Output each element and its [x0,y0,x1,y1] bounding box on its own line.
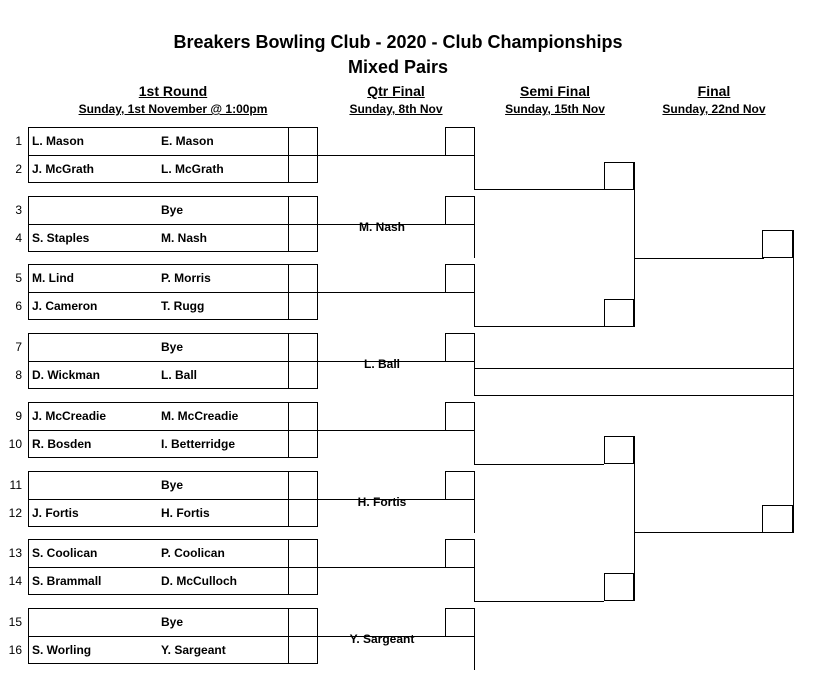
connector-to-semi-final [474,326,604,327]
entry-player-2: L. McGrath [161,162,224,176]
entry-player-1: D. Wickman [32,368,100,383]
entry-divider-rule [28,636,318,637]
entry-player-1: J. Fortis [32,505,79,520]
entry-player-1: S. Staples [32,230,90,245]
score-box-left-rule [288,264,289,320]
quarter-final-score-box [445,539,475,568]
entry-number: 1 [15,134,22,148]
entry-bottom-rule [28,457,318,458]
entry-player-2: L. Ball [161,368,198,383]
entry-left-rule [28,608,29,664]
entry-number: 9 [15,408,22,423]
round-header-final [652,83,776,116]
entry-top-rule [28,471,318,472]
score-box-left-rule [288,333,289,389]
quarter-final-winner: H. Fortis [357,494,407,509]
round-date: Sunday, 1st November @ 1:00pm [78,102,268,116]
round-header-qtr-final [336,83,456,116]
final-right-vertical [793,230,794,533]
round-date: Sunday, 8th Nov [349,102,443,116]
round-header-1st-round [68,83,278,116]
connector-to-quarter-final [318,292,446,293]
entry-top-rule [28,127,318,128]
quarter-final-score-box [445,471,475,500]
semi-final-bracket-vertical [474,539,475,601]
champion-line-left [474,368,475,396]
entry-bottom-rule [28,388,318,389]
entry-player-2: Bye [161,477,184,492]
entry-number: 4 [15,230,22,245]
entry-player-2: H. Fortis [161,505,210,520]
entry-divider-rule [28,292,318,293]
entry-player-2: P. Coolican [161,546,225,561]
connector-to-semi-final [474,464,604,465]
semi-final-bracket-vertical [474,264,475,326]
entry-left-rule [28,402,29,458]
entry-divider-rule [28,224,318,225]
quarter-final-score-box [445,196,475,225]
entry-left-rule [28,264,29,320]
entry-number: 10 [8,436,22,451]
entry-divider-rule [28,567,318,568]
round-date: Sunday, 15th Nov [505,102,605,116]
semi-final-score-box [604,299,634,327]
entry-divider-rule [28,499,318,500]
entry-top-rule [28,539,318,540]
connector-to-semi-final [474,189,604,190]
connector-to-quarter-final [318,155,446,156]
quarter-final-score-box [445,402,475,431]
entry-top-rule [28,333,318,334]
entry-number: 11 [9,477,22,492]
entry-bottom-rule [28,594,318,595]
round-name: 1st Round [138,83,208,99]
entry-player-2: Y. Sargeant [161,642,226,657]
connector-to-final [634,532,764,533]
semi-final-score-box [604,162,634,190]
entry-divider-rule [28,430,318,431]
score-box-left-rule [288,402,289,458]
quarter-final-score-box [445,333,475,362]
entry-player-2: T. Rugg [161,299,205,314]
round-header-semi-final [494,83,616,116]
semi-final-bracket-vertical [474,127,475,189]
entry-number: 14 [8,574,22,589]
connector-to-final [634,258,764,259]
entry-player-1: M. Lind [32,271,74,286]
semi-final-bracket-vertical [474,608,475,670]
page-title: Breakers Bowling Club - 2020 - Club Championships [173,32,623,52]
entry-top-rule [28,402,318,403]
entry-number: 3 [15,202,22,217]
semi-final-bracket-vertical [474,471,475,533]
entry-player-1: S. Brammall [32,574,102,589]
entry-left-rule [28,471,29,527]
entry-left-rule [28,333,29,389]
entry-top-rule [28,608,318,609]
entry-bottom-rule [28,182,318,183]
quarter-final-winner: M. Nash [358,219,405,234]
page-subtitle: Mixed Pairs [347,57,449,77]
final-bracket-vertical [634,436,635,601]
quarter-final-winner: Y. Sargeant [349,631,415,646]
semi-final-score-box [604,436,634,464]
round-name: Semi Final [519,83,591,99]
entry-player-2: Bye [161,614,184,629]
entry-number: 8 [15,368,22,383]
entry-top-rule [28,264,318,265]
entry-player-1: J. Cameron [32,299,98,314]
entry-player-1: L. Mason [32,134,85,148]
score-box-left-rule [288,608,289,664]
entry-player-2: M. McCreadie [161,408,239,423]
entry-player-2: M. Nash [161,230,208,245]
connector-to-quarter-final [318,567,446,568]
entry-left-rule [28,539,29,595]
quarter-final-score-box [445,608,475,637]
champion-line-top [474,368,794,369]
round-name: Qtr Final [367,83,425,99]
entry-number: 16 [8,642,22,657]
score-box-left-rule [288,196,289,252]
champion-line-bottom [474,395,794,396]
entry-left-rule [28,127,29,183]
entry-divider-rule [28,361,318,362]
entry-player-1: R. Bosden [32,436,92,451]
connector-to-semi-final [474,601,604,602]
quarter-final-score-box [445,264,475,293]
entry-number: 5 [15,271,22,286]
entry-number: 12 [8,505,22,520]
final-bracket-vertical [634,162,635,327]
score-box-left-rule [288,127,289,183]
quarter-final-score-box [445,127,475,156]
entry-bottom-rule [28,526,318,527]
round-name: Final [697,83,731,99]
entry-player-2: P. Morris [161,271,211,286]
entry-player-2: D. McCulloch [161,574,238,589]
entry-divider-rule [28,155,318,156]
entry-number: 15 [8,614,22,629]
final-score-box [762,505,793,533]
entry-number: 2 [15,162,22,176]
quarter-final-winner: L. Ball [363,357,400,372]
entry-player-2: Bye [161,202,184,217]
entry-bottom-rule [28,319,318,320]
entry-top-rule [28,196,318,197]
entry-player-1: J. McGrath [32,162,95,176]
entry-number: 6 [15,299,22,314]
entry-bottom-rule [28,663,318,664]
semi-final-bracket-vertical [474,402,475,464]
connector-to-quarter-final [318,430,446,431]
score-box-left-rule [288,471,289,527]
entry-number: 7 [15,340,22,355]
entry-player-2: E. Mason [161,134,214,148]
entry-bottom-rule [28,251,318,252]
semi-final-score-box [604,573,634,601]
entry-number: 13 [8,546,22,561]
entry-player-1: J. McCreadie [32,408,107,423]
entry-left-rule [28,196,29,252]
semi-final-bracket-vertical [474,196,475,258]
round-date: Sunday, 22nd Nov [662,102,766,116]
final-score-box [762,230,793,258]
entry-player-1: S. Coolican [32,546,98,561]
entry-player-1: S. Worling [32,642,92,657]
entry-player-2: I. Betterridge [161,436,236,451]
entry-player-2: Bye [161,340,184,355]
score-box-left-rule [288,539,289,595]
